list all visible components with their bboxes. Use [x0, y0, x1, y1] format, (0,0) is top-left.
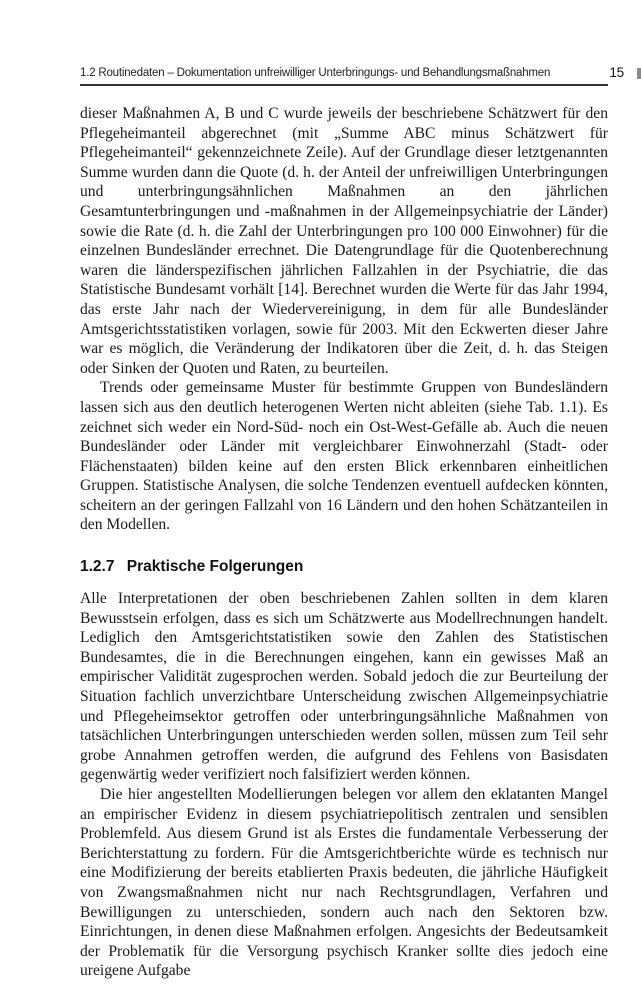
section-marker	[637, 68, 641, 79]
running-head	[80, 64, 624, 84]
section-paragraph-2: Die hier angestellten Modellierungen belegen vor allem den eklatanten Mangel an empirischer Evidenz in diesem psychiatriepolitisch zentralen und sensiblen Problemfeld. Aus diesem Grund ist als Erstes die fundamentale Verbesserung der Berichterstattung zu fordern. Für die Amtsgerichtberichte würde es technisch nur eine Modifizierung der bereits etablierten Praxis bedeuten, die jährliche Häufigkeit von Zwangsmaßnahmen nicht nur nach Rechtsgrundlagen, Verfahren und Bewilligungen zu unterschieden, sondern auch nach den Sektoren bzw. Einrichtungen, in denen diese Maßnahmen erfolgen. Angesichts der Bedeutsamkeit der Problematik für die Versorgung psychisch Kranker sollte dies jedoch eine ureigene Aufgabe	[80, 786, 608, 980]
running-title: 1.2 Routinedaten – Dokumentation unfreiwilliger Unterbringungs- und Behandlungsmaßnahmen	[80, 67, 551, 79]
paragraph-2: Trends oder gemeinsame Muster für bestimmte Gruppen von Bundesländern lassen sich aus den deutlich heterogenen Werten nicht ableiten (siehe Tab. 1.1). Es zeichnet sich weder ein Nord-Süd- noch ein Ost-West-Gefälle ab. Auch die neuen Bundesländer oder Länder mit vergleichbarer Einwohnerzahl (Stadt- oder Flächenstaaten) bilden keine auf den ersten Blick erkennbaren einheitlichen Gruppen. Statistische Analysen, die solche Tendenzen eventuell aufdecken könnten, scheitern an der geringen Fallzahl von 16 Ländern und den hohen Schätzanteilen in den Modellen.	[80, 379, 608, 534]
paragraph-1: dieser Maßnahmen A, B und C wurde jeweils der beschriebene Schätzwert für den Pflegeheimanteil abgerechnet (mit „Summe ABC minus Schätzwert für Pflegeheimanteil“ gekennzeichnete Zeile). Auf der Grundlage dieser letztgenannten Summe wurden dann die Quote (d. h. der Anteil der unfreiwilligen Unterbringungen und unterbringungsähnlichen Maßnahmen an den jährlichen Gesamtunterbringungen und -maßnahmen in der Allgemeinpsychiatrie der Länder) sowie die Rate (d. h. die Zahl der Unterbringungen pro 100 000 Einwohner) für die einzelnen Bundesländer errechnet. Die Datengrundlage für die Quotenberechnung waren die länderspezifischen jährlichen Fallzahlen in der Psychiatrie, die das Statistische Bundesamt vorhält [14]. Berechnet wurden die Werte für das Jahr 1994, das erste Jahr nach der Wiedervereinigung, in dem für alle Bundesländer Amtsgerichtsstatistiken vorlagen, sowie für 2003. Mit den Eckwerten dieser Jahre war es möglich, die Veränderung der Indikatoren über die Zeit, d. h. das Steigen oder Sinken der Quoten und Raten, zu beurteilen.	[80, 105, 608, 377]
section-heading	[80, 557, 608, 577]
body-text	[80, 104, 608, 981]
page-number: 15	[609, 65, 624, 80]
header-rule	[80, 84, 608, 86]
section-number: 1.2.7	[80, 558, 115, 576]
section-title: Praktische Folgerungen	[126, 558, 304, 576]
section-paragraph-1: Alle Interpretationen der oben beschriebenen Zahlen sollten in dem klaren Bewusstsein erfolgen, dass es sich um Schätzwerte aus Modellrechnungen handelt. Lediglich den Amtsgerichtstatistiken sowie den Zahlen des Statistischen Bundesamtes, die in die Berechnungen eingehen, kann ein gewisses Maß an empirischer Validität zugesprochen werden. Sobald jedoch die zur Beurteilung der Situation fachlich unverzichtbare Unterscheidung zwischen Allgemeinpsychiatrie und Pflegeheimsektor getroffen oder unterbringungsähnliche Maßnahmen von tatsächlichen Unterbringungen unterschieden werden sollen, müssen zum Teil sehr grobe Annahmen getroffen werden, die aufgrund des Fehlens von Basisdaten gegenwärtig weder verifiziert noch falsifiziert werden können.	[80, 590, 608, 784]
